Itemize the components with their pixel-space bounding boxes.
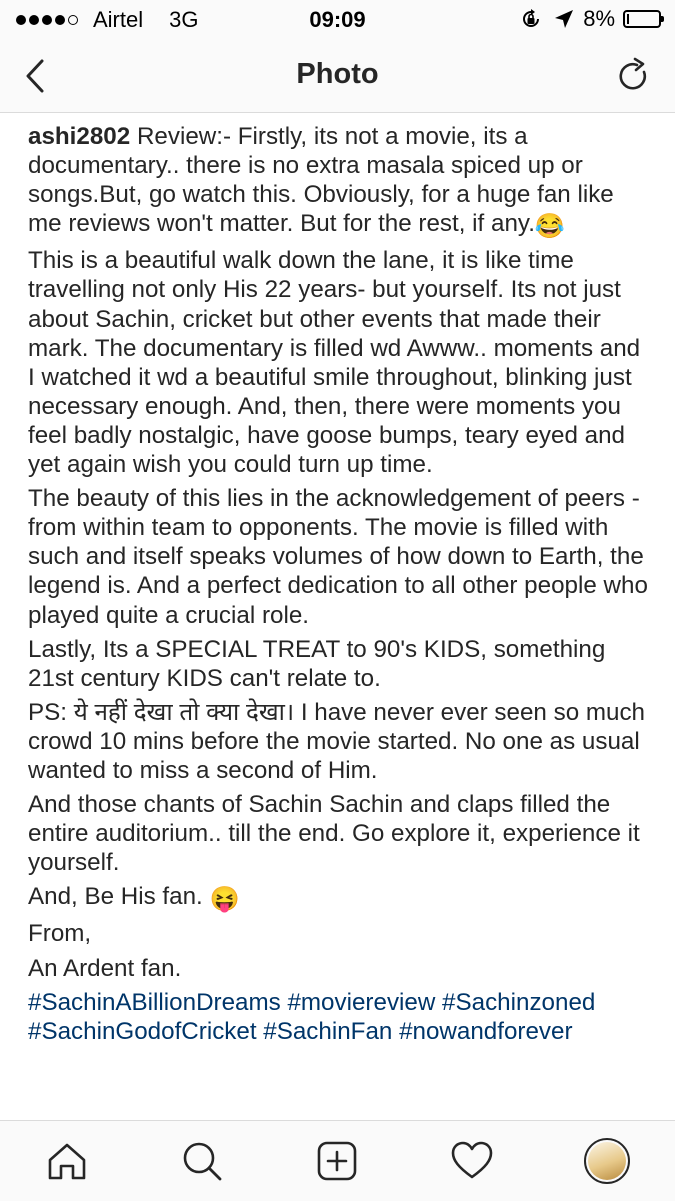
caption-paragraph: PS: ये नहीं देखा तो क्या देखा। I have never ever seen so much crowd 10 mins before the movie started. No one as usual wanted to miss a second of Him. <box>28 698 646 784</box>
battery-icon <box>623 10 661 28</box>
add-post-icon <box>315 1139 359 1183</box>
tears-of-joy-emoji: 😂 <box>534 213 566 241</box>
caption-paragraph: Lastly, Its a SPECIAL TREAT to 90's KIDS, something 21st century KIDS can't relate to. <box>28 635 606 692</box>
hashtags[interactable]: #SachinABillionDreams #moviereview #Sachinzoned #SachinGodofCricket #SachinFan #nowandforever <box>28 988 596 1045</box>
tab-home[interactable] <box>43 1137 91 1185</box>
tab-add-post[interactable] <box>313 1137 361 1185</box>
home-icon <box>45 1139 89 1183</box>
status-time: 09:09 <box>309 7 366 32</box>
nav-bar <box>0 40 675 113</box>
profile-avatar <box>588 1142 626 1180</box>
caption-paragraph: From, <box>28 920 92 948</box>
tab-profile[interactable] <box>583 1137 631 1185</box>
page-title: Photo <box>296 58 379 90</box>
caption-paragraph: This is a beautiful walk down the lane, it is like time travelling not only His 22 years- but yourself. Its not just about Sachin, cricket but other events that made their mark. The documentary is filled wd Awww.. moments and I watched it wd a beautiful smile throughout, blinking just necessary enough. And, then, there were moments you feel badly nostalgic, have goose bumps, teary eyed and yet again wish you could turn up time. <box>28 247 641 479</box>
profile-avatar-ring <box>584 1138 630 1184</box>
caption-text: Review:- Firstly, its not a movie, its a documentary.. there is no extra masala spiced up or songs.But, go watch this. Obviously, for a huge fan like me reviews won't matter. But for the rest, if any. <box>28 123 614 238</box>
status-right <box>519 6 661 32</box>
username-link[interactable]: ashi2802 <box>28 123 131 150</box>
caption-paragraph: An Ardent fan. <box>28 954 182 982</box>
search-icon <box>180 1139 224 1183</box>
post-caption <box>28 122 653 1051</box>
battery-percent: 8% <box>583 6 615 31</box>
caption-paragraph <box>28 882 653 914</box>
activity-heart-icon <box>450 1139 494 1183</box>
caption-text: And, Be His fan. <box>28 883 210 911</box>
tab-bar <box>0 1120 675 1201</box>
network-type: 3G <box>169 7 199 32</box>
caption-paragraph: And those chants of Sachin Sachin and claps filled the entire auditorium.. till the end. Go explore it, experience it yourself. <box>28 791 640 877</box>
refresh-button[interactable] <box>613 56 653 96</box>
status-bar <box>0 0 675 40</box>
tab-search[interactable] <box>178 1137 226 1185</box>
orientation-lock-icon <box>519 7 543 31</box>
tab-activity[interactable] <box>448 1137 496 1185</box>
location-arrow-icon <box>553 8 575 30</box>
caption-paragraph <box>28 122 653 241</box>
refresh-icon <box>613 56 653 96</box>
caption-paragraph: The beauty of this lies in the acknowledgement of peers - from within team to opponents. The movie is filled with such and itself speaks volumes of how down to Earth, the legend is. And a perfect dedication to all other people who played quite a crucial role. <box>28 485 648 629</box>
carrier-name: Airtel <box>93 7 144 32</box>
tongue-out-emoji: 😝 <box>209 886 240 914</box>
battery-fill <box>627 14 629 24</box>
